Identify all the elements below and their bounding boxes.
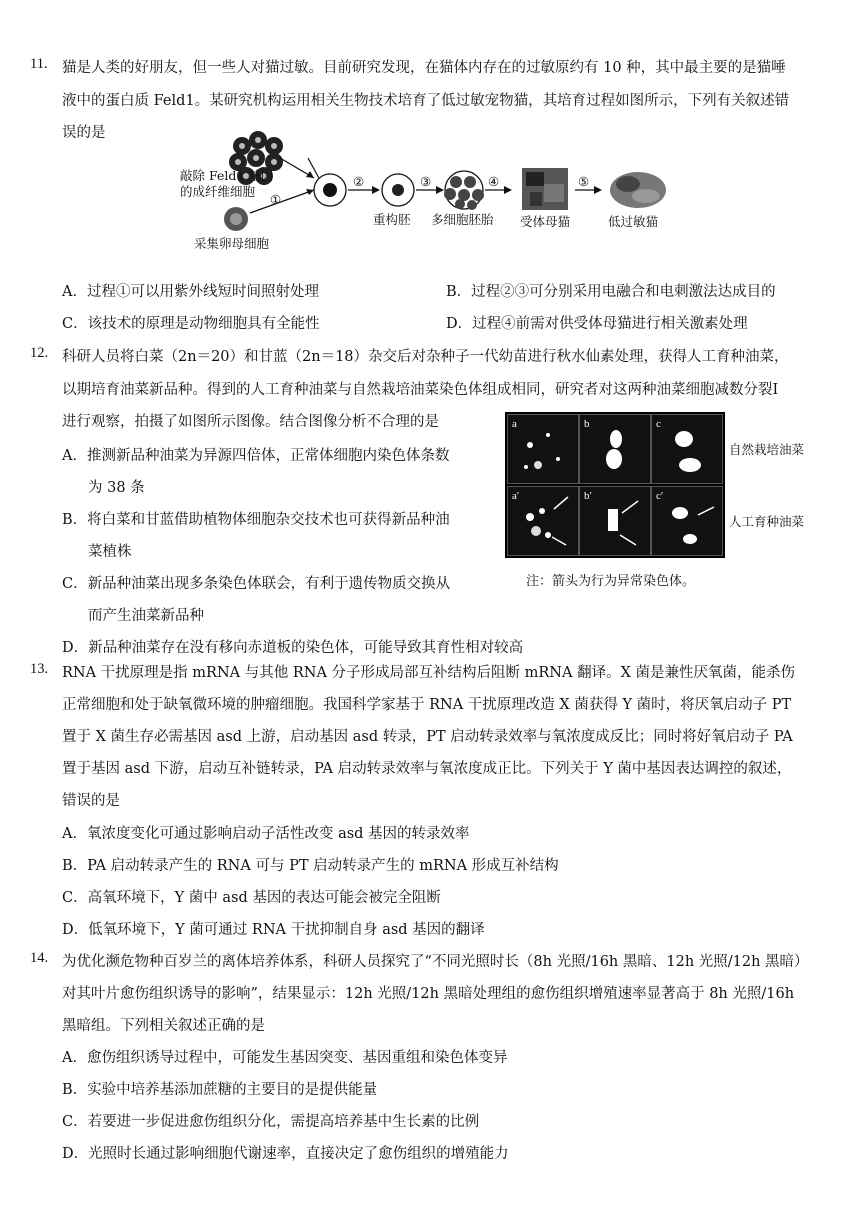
q11-number: 11. xyxy=(30,56,48,72)
micrograph-c xyxy=(651,414,723,484)
low-allergy-cat-icon xyxy=(610,172,666,208)
egg-cell-icon xyxy=(314,174,346,206)
micrograph-c-prime xyxy=(651,486,723,556)
q11-diagram xyxy=(180,118,680,258)
q14-option-a[interactable]: A．愈伤组织诱导过程中，可能发生基因突变、基因重组和染色体变异 xyxy=(62,1050,508,1066)
q12-number: 12. xyxy=(30,345,49,361)
reconstructed-embryo-icon xyxy=(382,174,414,206)
q11-option-c[interactable]: C．该技术的原理是动物细胞具有全能性 xyxy=(62,316,320,332)
q12-option-d[interactable]: D．新品种油菜存在没有移向赤道板的染色体，可能导致其育性相对较高 xyxy=(62,640,524,656)
micrograph-a xyxy=(507,414,579,484)
micrograph-b-prime-tag: b′ xyxy=(584,490,592,502)
q13-line-3: 置于 X 菌生存必需基因 asd 上游，启动基因 asd 转录，PT 启动转录效率与氧浓度成反比；同时将好氧启动子 PA xyxy=(62,729,793,745)
q13-number: 13. xyxy=(30,661,49,677)
q12-line-3: 进行观察，拍摄了如图所示图像。结合图像分析不合理的是 xyxy=(62,414,439,430)
reconstructed-embryo-label: 重构胚 xyxy=(373,212,411,227)
q11-line-3: 误的是 xyxy=(62,125,106,141)
q14-line-1: 为优化濒危物种百岁兰的离体培养体系，科研人员探究了“不同光照时长（8h 光照/16h 黑暗、12h 光照/12h 黑暗） xyxy=(62,954,809,970)
q14-number: 14. xyxy=(30,950,49,966)
q14-option-c[interactable]: C．若要进一步促进愈伤组织分化，需提高培养基中生长素的比例 xyxy=(62,1114,480,1130)
micrograph-b-tag: b xyxy=(584,418,590,430)
q12-option-b-line-2[interactable]: 菜植株 xyxy=(88,544,132,560)
q13-line-4: 置于基因 asd 下游，启动互补链转录，PA 启动转录效率与氧浓度成正比。下列关于 Y 菌中基因表达调控的叙述， xyxy=(62,761,792,777)
micrograph-b xyxy=(579,414,651,484)
low-allergy-cat-label: 低过敏猫 xyxy=(608,214,659,229)
step-3-label: ③ xyxy=(420,174,432,189)
multicell-embryo-icon xyxy=(444,171,484,210)
oocyte-icon xyxy=(224,207,248,231)
step-4-label: ④ xyxy=(488,174,500,189)
recipient-cat-label: 受体母猫 xyxy=(520,214,571,229)
q13-line-5: 错误的是 xyxy=(62,793,120,809)
q14-option-d[interactable]: D．光照时长通过影响细胞代谢速率，直接决定了愈伤组织的增殖能力 xyxy=(62,1146,509,1162)
q13-option-b[interactable]: B．PA 启动转录产生的 RNA 可与 PT 启动转录产生的 mRNA 形成互补结构 xyxy=(62,858,559,874)
multicell-embryo-label: 多细胞胚胎 xyxy=(431,212,494,227)
q11-option-a[interactable]: A．过程①可以用紫外线短时间照射处理 xyxy=(62,284,319,300)
step-1-label: ① xyxy=(270,192,282,207)
q11-option-d[interactable]: D．过程④前需对供受体母猫进行相关激素处理 xyxy=(446,316,748,332)
fibroblast-label-1: 敲除 Feld1 基因 xyxy=(180,168,274,183)
q12-line-2: 以期培育油菜新品种。得到的人工育种油菜与自然栽培油菜染色体组成相同，研究者对这两种油菜细胞减数分裂Ⅰ xyxy=(62,382,779,398)
q13-line-2: 正常细胞和处于缺氧微环境的肿瘤细胞。我国科学家基于 RNA 干扰原理改造 X 菌获得 Y 菌时，将厌氧启动子 PT xyxy=(62,697,792,713)
q12-line-1: 科研人员将白菜（2n＝20）和甘蓝（2n＝18）杂交后对杂种子一代幼苗进行秋水仙素处理，获得人工育种油菜， xyxy=(62,349,789,365)
q14-option-b[interactable]: B．实验中培养基添加蔗糖的主要目的是提供能量 xyxy=(62,1082,378,1098)
micrograph-b-prime xyxy=(579,486,651,556)
q13-option-c[interactable]: C．高氧环境下，Y 菌中 asd 基因的表达可能会被完全阻断 xyxy=(62,890,441,906)
oocyte-label: 采集卵母细胞 xyxy=(194,236,270,251)
q11-line-1: 猫是人类的好朋友，但一些人对猫过敏。目前研究发现，在猫体内存在的过敏原约有 10 种，其中最主要的是猫唾 xyxy=(62,60,786,76)
q12-option-c-line-1[interactable]: C．新品种油菜出现多条染色体联会，有利于遗传物质交换从 xyxy=(62,576,451,592)
micrograph-c-prime-tag: c′ xyxy=(656,490,664,502)
step-2-label: ② xyxy=(353,174,365,189)
q11-option-b[interactable]: B．过程②③可分别采用电融合和电刺激法达成目的 xyxy=(446,284,776,300)
micrograph-c-tag: c xyxy=(656,418,661,430)
micrograph-a-tag: a xyxy=(512,418,517,430)
q11-line-2: 液中的蛋白质 Feld1。某研究机构运用相关生物技术培育了低过敏宠物猫，其培育过程如图所示，下列有关叙述错 xyxy=(62,93,790,109)
row-label-artificial: 人工育种油菜 xyxy=(729,514,805,529)
micrograph-a-prime xyxy=(507,486,579,556)
q12-micrograph-figure xyxy=(505,412,725,558)
row-label-natural: 自然栽培油菜 xyxy=(729,442,805,457)
q12-option-c-line-2[interactable]: 而产生油菜新品种 xyxy=(88,608,204,624)
q12-option-b-line-1[interactable]: B．将白菜和甘蓝借助植物体细胞杂交技术也可获得新品种油 xyxy=(62,512,450,528)
q14-line-2: 对其叶片愈伤组织诱导的影响”，结果显示：12h 光照/12h 黑暗处理组的愈伤组织增殖速率显著高于 8h 光照/16h xyxy=(62,986,795,1002)
q13-line-1: RNA 干扰原理是指 mRNA 与其他 RNA 分子形成局部互补结构后阻断 mRNA 翻译。X 菌是兼性厌氧菌，能杀伤 xyxy=(62,665,795,681)
fibroblast-label-2: 的成纤维细胞 xyxy=(180,184,256,199)
step-5-label: ⑤ xyxy=(578,174,590,189)
q13-option-a[interactable]: A．氧浓度变化可通过影响启动子活性改变 asd 基因的转录效率 xyxy=(62,826,470,842)
recipient-cat-icon xyxy=(522,168,568,210)
q13-option-d[interactable]: D．低氧环境下，Y 菌可通过 RNA 干扰抑制自身 asd 基因的翻译 xyxy=(62,922,485,938)
q14-line-3: 黑暗组。下列相关叙述正确的是 xyxy=(62,1018,265,1034)
micrograph-a-prime-tag: a′ xyxy=(512,490,520,502)
q12-option-a-line-1[interactable]: A．推测新品种油菜为异源四倍体，正常体细胞内染色体条数 xyxy=(62,448,450,464)
figure-note: 注：箭头为行为异常染色体。 xyxy=(526,574,696,589)
q12-option-a-line-2[interactable]: 为 38 条 xyxy=(88,480,145,496)
